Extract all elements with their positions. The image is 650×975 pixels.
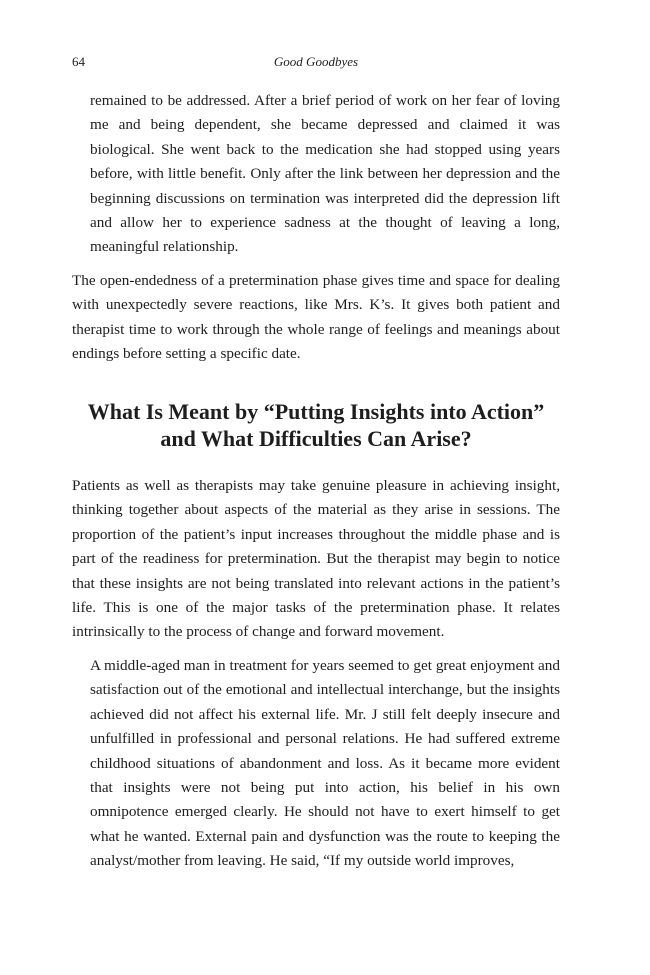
- section-heading: [72, 398, 560, 452]
- page-number: 64: [72, 54, 85, 69]
- body-paragraph-open-endedness: The open-endedness of a pretermination phase gives time and space for dealing with unexpectedly severe reactions, like Mrs. K’s. It gives both patient and therapist time to work through the whole range of feelings and meanings about endings before setting a specific date.: [72, 272, 560, 363]
- section-heading-line-2: and What Difficulties Can Arise?: [160, 426, 472, 451]
- running-header: [72, 52, 560, 72]
- block-quote-case-k: remained to be addressed. After a brief period of work on her fear of loving me and being dependent, she became depressed and claimed it was biological. She went back to the medication she had stopped using years before, with little benefit. Only after the link between her depression and the beginning discussions on termination was interpreted did the depression lift and allow her to experience sadness at the thought of leaving a long, meaningful relationship.: [90, 92, 560, 256]
- running-title: Good Goodbyes: [273, 54, 359, 69]
- body-paragraph-insight: Patients as well as therapists may take genuine pleasure in achieving insight, thinking together about aspects of the material as they arise in sessions. The proportion of the patient’s input increases throughout the middle phase and is part of the readiness for pretermination. But the therapist may begin to notice that these insights are not being translated into relevant actions in the patient’s life. This is one of the major tasks of the pretermination phase. It relates intrinsically to the process of change and forward movement.: [72, 477, 560, 641]
- block-quote-case-j: A middle-aged man in treatment for years seemed to get great enjoyment and satisfaction out of the emotional and intellectual interchange, but the insights achieved did not affect his external life. Mr. J still felt deeply insecure and unfulfilled in professional and personal relations. He had suffered extreme childhood situations of abandonment and loss. As it became more evident that insights were not being put into action, his belief in his own omnipotence emerged clearly. He should not have to exert himself to get what he wanted. External pain and dysfunction was the route to keeping the analyst/mother from leaving. He said, “If my outside world improves,: [90, 657, 560, 870]
- section-heading-line-1: What Is Meant by “Putting Insights into Action”: [87, 399, 545, 424]
